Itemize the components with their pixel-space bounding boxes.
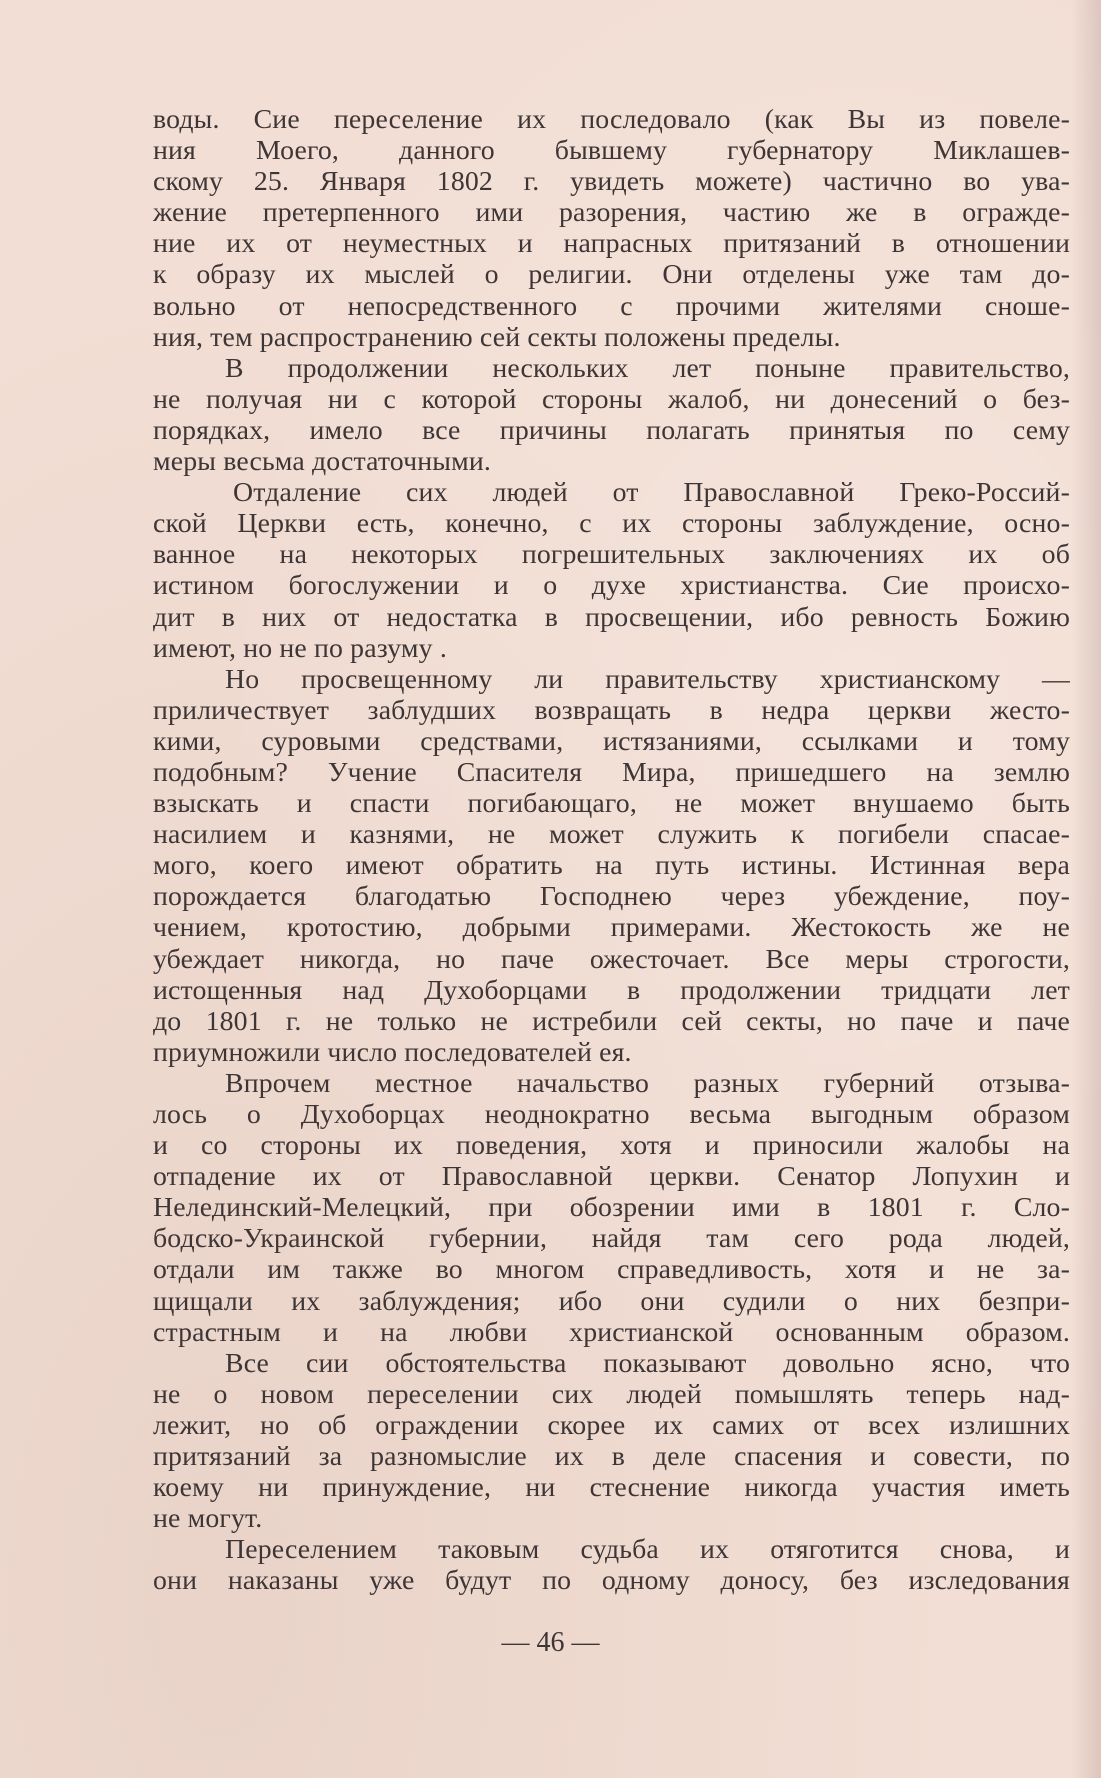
text-line: страстным и на любви христианской основанным образом. (153, 1316, 1070, 1348)
text-line: к образу их мыслей о религии. Они отделены уже там до- (153, 259, 1070, 291)
text-line: порядках, имело все причины полагать принятыя по сему (153, 414, 1070, 446)
text-line: ской Церкви есть, конечно, с их стороны заблуждение, осно- (153, 508, 1070, 540)
text-line: вольно от непосредственного с прочими жителями сноше- (153, 290, 1070, 322)
text-line: жение претерпенного ими разорения, частию же в огражде- (153, 197, 1070, 229)
paragraph-first-line: Переселением таковым судьба их отяготится снова, и (225, 1534, 1070, 1566)
text-line: приумножили число последователей ея. (153, 1036, 632, 1068)
text-line: приличествует заблудших возвращать в недра церкви жесто- (153, 694, 1070, 726)
page-number: — 46 — (501, 1627, 600, 1658)
text-line: имеют, но не по разуму . (153, 632, 447, 664)
text-line: отдали им также во многом справедливость, хотя и не за- (153, 1254, 1070, 1286)
text-line: ванное на некоторых погрешительных заключениях их об (153, 539, 1070, 571)
text-line: истином богослужении и о духе христианства. Сие происхо- (153, 570, 1070, 602)
paragraph-first-line: Но просвещенному ли правительству христианскому — (225, 663, 1070, 695)
page-edge-shadow (1071, 0, 1101, 1778)
text-line: скому 25. Января 1802 г. увидеть можете) частично во ува- (153, 166, 1070, 198)
text-line: щищали их заблуждения; ибо они судили о них безпри- (153, 1285, 1070, 1317)
text-line: лось о Духоборцах неоднократно весьма выгодным образом (153, 1099, 1070, 1130)
text-line: ние их от неуместных и напрасных притязаний в отношении (153, 228, 1070, 260)
body-text (153, 104, 1070, 1597)
text-line: не могут. (153, 1503, 263, 1535)
text-line: порождается благодатью Господнею через убеждение, поу- (153, 881, 1070, 913)
text-line: ния, тем распространению сей секты положены пределы. (153, 321, 841, 353)
text-line: убеждает никогда, но паче ожесточает. Все меры строгости, (153, 943, 1070, 975)
text-line: ния Моего, данного бывшему губернатору Миклашев- (153, 135, 1070, 167)
text-line: воды. Сие переселение их последовало (как Вы из повеле- (153, 104, 1070, 135)
text-line: насилием и казнями, не может служить к погибели спасае- (153, 819, 1070, 851)
text-line: истощенныя над Духоборцами в продолжении тридцати лет (153, 974, 1070, 1006)
text-line: притязаний за разномыслие их в деле спасения и совести, по (153, 1441, 1070, 1473)
paragraph-first-line: Отдаление сих людей от Православной Греко-Россий- (233, 477, 1070, 509)
text-line: Нелединский-Мелецкий, при обозрении ими в 1801 г. Сло- (153, 1192, 1070, 1224)
text-line: до 1801 г. не только не истребили сей секты, но паче и паче (153, 1005, 1070, 1037)
text-line: бодско-Украинской губернии, найдя там сего рода людей, (153, 1223, 1070, 1255)
text-line: подобным? Учение Спасителя Мира, пришедшего на землю (153, 756, 1070, 788)
text-line: мого, коего имеют обратить на путь истины. Истинная вера (153, 850, 1070, 882)
text-line: чением, кротостию, добрыми примерами. Жестокость же не (153, 912, 1070, 944)
text-line: отпадение их от Православной церкви. Сенатор Лопухин и (153, 1161, 1070, 1193)
text-line: меры весьма достаточными. (153, 446, 491, 478)
text-line: не о новом переселении сих людей помышлять теперь над- (153, 1378, 1070, 1410)
text-line: они наказаны уже будут по одному доносу, без изследования (153, 1565, 1070, 1597)
text-line: кими, суровыми средствами, истязаниями, ссылками и тому (153, 725, 1070, 757)
paragraph-first-line: Все сии обстоятельства показывают довольно ясно, что (225, 1347, 1070, 1379)
paragraph-first-line: В продолжении нескольких лет поныне правительство, (225, 352, 1070, 384)
paragraph-first-line: Впрочем местное начальство разных губерний отзыва- (225, 1067, 1070, 1099)
text-line: и со стороны их поведения, хотя и приносили жалобы на (153, 1130, 1070, 1162)
text-line: дит в них от недостатка в просвещении, ибо ревность Божию (153, 601, 1070, 633)
text-line: коему ни принуждение, ни стеснение никогда участия иметь (153, 1472, 1070, 1504)
text-line: лежит, но об ограждении скорее их самих от всех излишних (153, 1409, 1070, 1441)
text-line: не получая ни с которой стороны жалоб, ни донесений о без- (153, 383, 1070, 415)
text-line: взыскать и спасти погибающаго, не может внушаемо быть (153, 788, 1070, 820)
